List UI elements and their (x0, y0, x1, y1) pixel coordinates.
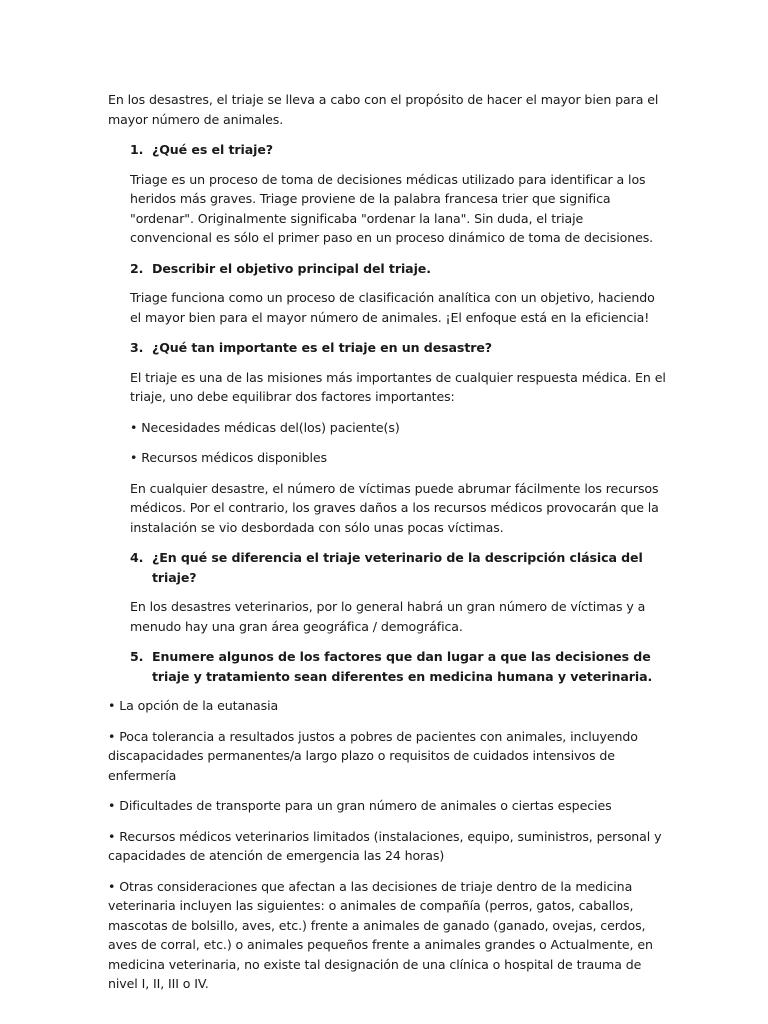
question-5-title: Enumere algunos de los factores que dan lugar a que las decisiones de triaje y tratamiento sean diferentes en medicina humana y veterinaria. (152, 649, 653, 684)
question-5-bullet: • Recursos médicos veterinarios limitados (instalaciones, equipo, suministros, personal y capacidades de atención de emergencia las 24 horas) (108, 828, 662, 863)
question-2-heading (108, 259, 668, 279)
question-1-answer: Triage es un proceso de toma de decisiones médicas utilizado para identificar a los heridos más graves. Triage proviene de la palabra francesa trier que significa "ordenar". Originalmente significaba "ordenar la lana". Sin duda, el triaje convencional es sólo el primer paso en un proceso dinámico de toma de decisiones. (130, 171, 654, 245)
question-3-heading (108, 338, 668, 358)
question-3-title: ¿Qué tan importante es el triaje en un desastre? (152, 340, 493, 355)
question-5-number: 5. (130, 649, 144, 664)
question-4-heading (108, 548, 668, 587)
question-1-title: ¿Qué es el triaje? (152, 142, 273, 157)
document-body (108, 90, 668, 1005)
intro-paragraph: En los desastres, el triaje se lleva a cabo con el propósito de hacer el mayor bien para el mayor número de animales. (108, 92, 659, 127)
question-3-bullet: • Necesidades médicas del(los) paciente(s) (130, 419, 400, 435)
question-3-bullet: • Recursos médicos disponibles (130, 450, 328, 465)
question-5-heading (108, 647, 668, 686)
question-4-number: 4. (130, 550, 144, 565)
question-5-bullet: • Dificultades de transporte para un gran número de animales o ciertas especies (108, 798, 612, 813)
question-4-title: ¿En qué se diferencia el triaje veterinario de la descripción clásica del triaje? (152, 550, 643, 585)
question-2-title: Describir el objetivo principal del triaje. (152, 260, 431, 276)
question-2-number: 2. (130, 260, 144, 276)
question-3-number: 3. (130, 340, 144, 355)
question-1-number: 1. (130, 142, 144, 157)
question-3-followup: En cualquier desastre, el número de víctimas puede abrumar fácilmente los recursos médicos. Por el contrario, los graves daños a los recursos médicos provocarán que la instalación se vio desbordada con sólo unas pocas víctimas. (130, 480, 659, 535)
question-5-bullet: • La opción de la eutanasia (108, 698, 279, 713)
question-5-bullet: • Otras consideraciones que afectan a las decisiones de triaje dentro de la medicina veterinaria incluyen las siguientes: o animales de compañía (perros, gatos, caballos, mascotas de bolsillo, aves, etc.) frente a animales de ganado (ganado, ovejas, cerdos, aves de corral, etc.) o animales pequeños frente a animales grandes o Actualmente, en medicina veterinaria, no existe tal designación de una clínica o hospital de trauma de nivel I, II, III o IV. (108, 878, 653, 991)
question-2-answer: Triage funciona como un proceso de clasificación analítica con un objetivo, haciendo el mayor bien para el mayor número de animales. ¡El enfoque está en la eficiencia! (130, 290, 655, 325)
question-4-answer: En los desastres veterinarios, por lo general habrá un gran número de víctimas y a menudo hay una gran área geográfica / demográfica. (130, 599, 646, 634)
question-5-bullet: • Poca tolerancia a resultados justos a pobres de pacientes con animales, incluyendo discapacidades permanentes/a largo plazo o requisitos de cuidados intensivos de enfermería (108, 728, 638, 783)
question-3-answer: El triaje es una de las misiones más importantes de cualquier respuesta médica. En el triaje, uno debe equilibrar dos factores importantes: (130, 369, 666, 404)
question-1-heading (108, 140, 668, 160)
